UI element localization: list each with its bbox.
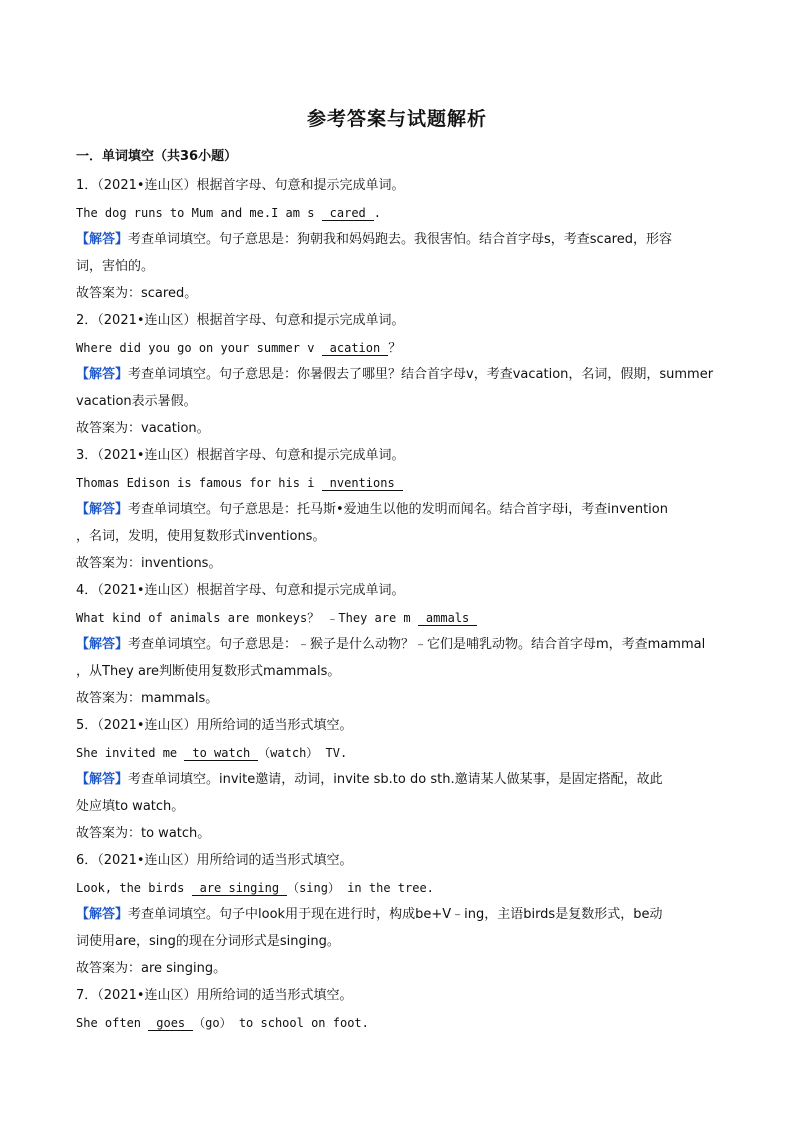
question-2-text: Where did you go on your summer v — [76, 341, 322, 355]
question-6-sentence — [76, 874, 720, 901]
question-3-text: Thomas Edison is famous for his i — [76, 476, 322, 490]
question-7-head: 7．（2021•连山区）用所给词的适当形式填空。 — [76, 988, 353, 1003]
question-2-final: 故答案为：vacation。 — [76, 421, 210, 436]
section-heading: 一．单词填空（共36小题） — [76, 149, 238, 164]
answer-tag: 【解答】 — [76, 502, 129, 517]
question-4-final: 故答案为：mammals。 — [76, 691, 219, 706]
question-1-answer-cont: 词，害怕的。 — [76, 259, 155, 274]
question-2-answer-cont: vacation表示暑假。 — [76, 394, 197, 409]
question-5-answer — [76, 766, 720, 793]
question-3-answer-text: 考查单词填空。句子意思是：托马斯•爱迪生以他的发明而闻名。结合首字母i，考查invention — [128, 502, 668, 517]
question-5-blank: to watch — [184, 746, 258, 761]
question-1-answer-text: 考查单词填空。句子意思是：狗朝我和妈妈跑去。我很害怕。结合首字母s，考查scared，形容 — [128, 232, 672, 247]
question-7-text-after: （go） to school on foot. — [193, 1016, 369, 1030]
question-4-text: What kind of animals are monkeys？ ﹣They are m — [76, 611, 418, 625]
question-1-answer — [76, 226, 720, 253]
question-3-answer-cont: ，名词，发明，使用复数形式inventions。 — [76, 529, 326, 544]
question-1-text-after: . — [373, 206, 381, 220]
question-6-answer-text: 考查单词填空。句子中look用于现在进行时，构成be+V﹣ing，主语birds是复数形式，be动 — [128, 907, 663, 922]
question-6-final: 故答案为：are singing。 — [76, 961, 227, 976]
question-5-sentence — [76, 739, 720, 766]
page-title: 参考答案与试题解析 — [306, 108, 487, 130]
question-1-sentence — [76, 199, 720, 226]
question-4-sentence — [76, 604, 720, 631]
question-2-sentence — [76, 334, 720, 361]
question-4-blank: ammals — [418, 611, 477, 626]
question-2-text-after: ？ — [388, 341, 402, 356]
question-3-answer — [76, 496, 720, 523]
answer-tag: 【解答】 — [76, 772, 129, 787]
question-5-answer-cont: 处应填to watch。 — [76, 799, 185, 814]
question-1-blank: cared — [322, 206, 374, 221]
question-6-head: 6．（2021•连山区）用所给词的适当形式填空。 — [76, 853, 353, 868]
answer-tag: 【解答】 — [76, 907, 129, 922]
question-6-text: Look, the birds — [76, 881, 192, 895]
question-2-head: 2．（2021•连山区）根据首字母、句意和提示完成单词。 — [76, 313, 405, 328]
question-6-text-after: （sing） in the tree. — [287, 881, 434, 895]
question-6-answer — [76, 901, 720, 928]
question-2-blank: acation — [322, 341, 389, 356]
question-5-answer-text: 考查单词填空。invite邀请，动词，invite sb.to do sth.邀请某人做某事，是固定搭配，故此 — [128, 772, 663, 787]
question-7-blank: goes — [148, 1016, 193, 1031]
answer-tag: 【解答】 — [76, 367, 129, 382]
question-5-text: She invited me — [76, 746, 185, 760]
question-2-answer-text: 考查单词填空。句子意思是：你暑假去了哪里？结合首字母v，考查vacation，名词，假期，summer — [128, 367, 714, 382]
question-3-final: 故答案为：inventions。 — [76, 556, 222, 571]
question-3-sentence — [76, 469, 720, 496]
question-4-answer-cont: ，从They are判断使用复数形式mammals。 — [76, 664, 341, 679]
question-1-text: The dog runs to Mum and me.I am s — [76, 206, 322, 220]
question-5-text-after: （watch） TV. — [258, 746, 348, 760]
question-2-answer — [76, 361, 720, 388]
question-7-sentence — [76, 1009, 720, 1036]
question-4-answer — [76, 631, 720, 658]
question-5-final: 故答案为：to watch。 — [76, 826, 211, 841]
question-3-head: 3．（2021•连山区）根据首字母、句意和提示完成单词。 — [76, 448, 405, 463]
question-6-answer-cont: 词使用are，sing的现在分词形式是singing。 — [76, 934, 340, 949]
question-4-answer-text: 考查单词填空。句子意思是：﹣猴子是什么动物？﹣它们是哺乳动物。结合首字母m，考查mammal — [128, 637, 706, 652]
question-5-head: 5．（2021•连山区）用所给词的适当形式填空。 — [76, 718, 353, 733]
question-7-text: She often — [76, 1016, 149, 1030]
question-1-final: 故答案为：scared。 — [76, 286, 198, 301]
question-list — [76, 172, 720, 1036]
answer-tag: 【解答】 — [76, 637, 129, 652]
question-6-blank: are singing — [192, 881, 287, 896]
question-1-head: 1．（2021•连山区）根据首字母、句意和提示完成单词。 — [76, 178, 405, 193]
question-3-blank: nventions — [322, 476, 403, 491]
question-4-head: 4．（2021•连山区）根据首字母、句意和提示完成单词。 — [76, 583, 405, 598]
answer-tag: 【解答】 — [76, 232, 129, 247]
